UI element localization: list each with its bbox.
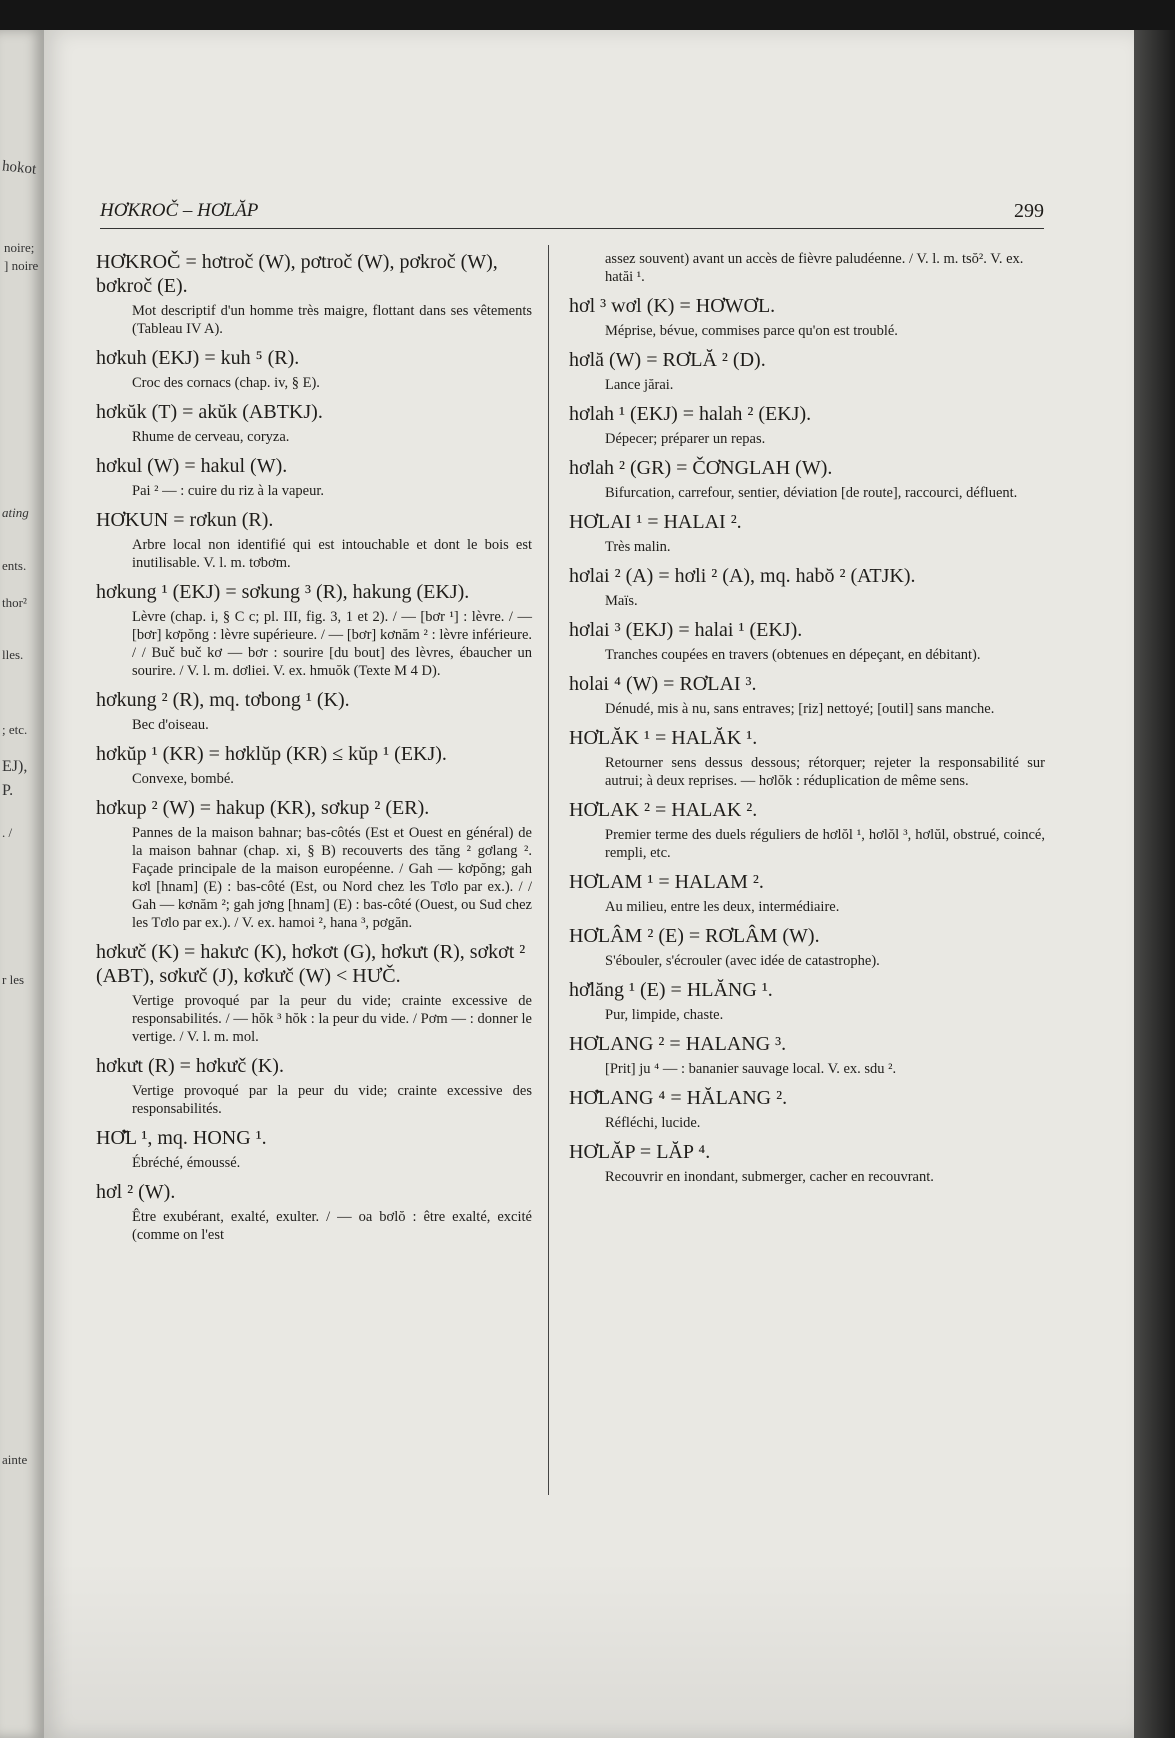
entry-definition: Vertige provoqué par la peur du vide; crainte excessive de responsabilités. / — hŏk ³ hŏk : la peur du vide. / Pơm — : donner le vertige. / V. l. m. mol. [132, 993, 532, 1045]
entry-definition: Très malin. [605, 539, 671, 555]
entry-definition: Mot descriptif d'un homme très maigre, flottant dans ses vêtements (Tableau IV A). [132, 303, 532, 337]
entry [96, 742, 532, 788]
entry-continuation: assez souvent) avant un accès de fièvre paludéenne. / V. l. m. tsŏ². V. ex. hatăi ¹. [605, 251, 1024, 285]
entry-definition: Convexe, bombé. [132, 771, 234, 787]
prev-page-fragment: hokot [1, 158, 37, 178]
entry [569, 870, 1045, 916]
prev-page-fragment: P. [2, 782, 14, 799]
prev-page-fragment: thor² [2, 595, 27, 610]
entry-definition: Pai ² — : cuire du riz à la vapeur. [132, 483, 324, 499]
entry-headword: hơlah ² (GR) = ČƠNGLAH (W). [569, 457, 833, 479]
entry [569, 672, 1045, 718]
entry-headword: HƠ̆L ¹, mq. HONG ¹. [96, 1127, 267, 1149]
dictionary-page [44, 30, 1134, 1738]
top-background [0, 0, 1175, 30]
entry-headword: hơ̆lăng ¹ (E) = HLĂNG ¹. [569, 979, 773, 1001]
entry [569, 798, 1045, 862]
prev-page-fragment: ainte [2, 1452, 28, 1467]
entry-headword: HƠLÂM ² (E) = RƠLÂM (W). [569, 925, 820, 947]
entry [96, 1180, 532, 1244]
entry-headword: hơkup ² (W) = hakup (KR), sơkup ² (ER). [96, 797, 430, 819]
entry-definition: Dénudé, mis à nu, sans entraves; [riz] nettoyé; [outil] sans manche. [605, 701, 995, 717]
right-column [569, 250, 1045, 1194]
right-background [1134, 30, 1175, 1738]
entry-headword: hơlai ² (A) = hơli ² (A), mq. habŏ ² (ATJK). [569, 565, 916, 587]
page-number: 299 [1014, 200, 1044, 222]
entry-definition: Rhume de cerveau, coryza. [132, 429, 290, 445]
column-divider [548, 245, 549, 1495]
entry [96, 250, 532, 338]
entry-definition: Réfléchi, lucide. [605, 1115, 701, 1131]
prev-page-fragment: ; etc. [2, 722, 28, 737]
prev-page-fragment: EJ), [2, 758, 28, 775]
entry-headword: hơkŭp ¹ (KR) = hơklŭp (KR) ≤ kŭp ¹ (EKJ). [96, 743, 447, 765]
prev-page-fragment: r les [2, 972, 25, 987]
entry-headword: hơkung ² (R), mq. tơbong ¹ (K). [96, 689, 350, 711]
entry [96, 508, 532, 572]
entry-definition: Au milieu, entre les deux, intermédiaire. [605, 899, 840, 915]
entry [569, 294, 1045, 340]
entry-headword: holai ⁴ (W) = RƠLAI ³. [569, 673, 757, 695]
entry [569, 456, 1045, 502]
entry-headword: HƠKROČ = hơtroč (W), pơtroč (W), pơkroč (W), bơkroč (E). [96, 251, 498, 297]
entry [96, 796, 532, 932]
entry-headword: HƠ̆LANG ⁴ = HĂLANG ². [569, 1087, 788, 1109]
entry-headword: HƠLAM ¹ = HALAM ². [569, 871, 764, 893]
entry [96, 1126, 532, 1172]
entry-headword: hơkưt (R) = hơkưč (K). [96, 1055, 284, 1077]
entry-definition: Bifurcation, carrefour, sentier, déviation [de route], raccourci, défluent. [605, 485, 1018, 501]
entry-headword: hơkŭk (T) = akŭk (ABTKJ). [96, 401, 323, 423]
entry-headword: hơkung ¹ (EKJ) = sơkung ³ (R), hakung (EKJ). [96, 581, 470, 603]
prev-page-fragment: noire; [4, 240, 35, 255]
entry-headword: HƠLAK ² = HALAK ². [569, 799, 758, 821]
entry [569, 726, 1045, 790]
entry-headword: hơkul (W) = hakul (W). [96, 455, 288, 477]
entry [96, 454, 532, 500]
entry-definition: Premier terme des duels réguliers de hơlŏl ¹, hơlŏl ³, hơlŭl, obstrué, coincé, rempli, etc. [605, 827, 1045, 861]
entry [569, 1032, 1045, 1078]
entry [569, 924, 1045, 970]
entry [569, 1140, 1045, 1186]
entry [569, 1086, 1045, 1132]
entry-definition: Méprise, bévue, commises parce qu'on est troublé. [605, 323, 898, 339]
entry [96, 580, 532, 680]
entry-headword: HƠLĂP = LĂP ⁴. [569, 1141, 711, 1163]
entry-definition: Lèvre (chap. i, § C c; pl. III, fig. 3, 1 et 2). / — [bơr ¹] : lèvre. / — [bơr] kơpŏng : lèvre supérieure. / — [bơr] kơnăm ² : lèvre inférieure. / / Buč buč kơ — bơr : sourire [du bout] des lèvres, ébaucher un sourire. / V. l. m. dơliei. V. ex. hmuŏk (Texte M 4 D). [132, 609, 532, 679]
entry-headword: HƠLĂK ¹ = HALĂK ¹. [569, 727, 758, 749]
prev-page-fragment: ating [2, 505, 29, 520]
entry-headword: hơl ² (W). [96, 1181, 176, 1203]
entry-definition: Retourner sens dessus dessous; rétorquer; rejeter la responsabilité sur autrui; à deux reprises. — hơlŏk : réduplication de même sens. [605, 755, 1045, 789]
entry-headword: hơl ³ wơl (K) = HƠWƠL. [569, 295, 776, 317]
left-column [96, 250, 532, 1252]
entry [569, 564, 1045, 610]
entry-definition: Dépecer; préparer un repas. [605, 431, 766, 447]
entry-definition: Maïs. [605, 593, 638, 609]
entry [569, 402, 1045, 448]
running-title: HƠKROČ – HƠLĂP [100, 200, 259, 221]
entry-headword: hơlă (W) = RƠLĂ ² (D). [569, 349, 766, 371]
entry-definition: Croc des cornacs (chap. iv, § E). [132, 375, 320, 391]
previous-page-edge [0, 30, 44, 1738]
entry-headword: hơkuh (EKJ) = kuh ⁵ (R). [96, 347, 300, 369]
entry-headword: hơlah ¹ (EKJ) = halah ² (EKJ). [569, 403, 812, 425]
prev-page-fragment: ] noire [4, 258, 39, 273]
prev-page-fragment: ents. [2, 558, 27, 573]
entry-headword: hơlai ³ (EKJ) = halai ¹ (EKJ). [569, 619, 803, 641]
entry [96, 346, 532, 392]
entry-definition: Tranches coupées en travers (obtenues en dépeçant, en débitant). [605, 647, 981, 663]
entry-definition: [Prit] ju ⁴ — : bananier sauvage local. V. ex. sdu ². [605, 1061, 897, 1077]
entry-definition: Recouvrir en inondant, submerger, cacher en recouvrant. [605, 1169, 934, 1185]
entry-definition: Pannes de la maison bahnar; bas-côtés (Est et Ouest en général) de la maison bahnar (chap. xi, § B) recouverts des tăng ² gơlang ². Façade principale de la maison européenne. / Gah — kơpŏng; gah kơl [hnam] (E) : bas-côté (Est, ou Nord chez les Tơlo par ex.). / / Gah — kơnăm ²; gah jơng [hnam] (E) : bas-côté (Ouest, ou Sud chez les Tơlo par ex.). / V. ex. hamoi ², hana ³, pơgăn. [132, 825, 532, 931]
prev-page-fragment: lles. [2, 647, 24, 662]
entry-definition: Arbre local non identifié qui est intouchable et dont le bois est inutilisable. V. l. m. tơbơm. [132, 537, 532, 571]
entry [96, 1054, 532, 1118]
entry [569, 348, 1045, 394]
entry-headword: HƠLANG ² = HALANG ³. [569, 1033, 787, 1055]
entry-headword: HƠKUN = rơkun (R). [96, 509, 274, 531]
entry [96, 688, 532, 734]
entry-definition: S'ébouler, s'écrouler (avec idée de catastrophe). [605, 953, 880, 969]
entry-definition: Être exubérant, exalté, exulter. / — oa bơlŏ : être exalté, excité (comme on l'est [132, 1209, 532, 1243]
entry-definition: Lance jărai. [605, 377, 674, 393]
entry-headword: HƠLAI ¹ = HALAI ². [569, 511, 742, 533]
prev-page-fragment: . / [2, 825, 13, 840]
entry-definition: Vertige provoqué par la peur du vide; crainte excessive des responsabilités. [132, 1083, 532, 1117]
entry-headword: hơkưč (K) = hakưc (K), hơkơt (G), hơkưt (R), sơkơt ² (ABT), sơkưč (J), kơkưč (W) < HƯČ. [96, 941, 526, 987]
entry-definition: Ébréché, émoussé. [132, 1155, 241, 1171]
entry [96, 940, 532, 1046]
entry [96, 400, 532, 446]
entry [569, 510, 1045, 556]
entry [569, 978, 1045, 1024]
entry-definition: Bec d'oiseau. [132, 717, 209, 733]
entry [569, 618, 1045, 664]
page-lower-shadow [44, 1560, 1134, 1738]
entry-definition: Pur, limpide, chaste. [605, 1007, 724, 1023]
page-header [100, 188, 1044, 229]
